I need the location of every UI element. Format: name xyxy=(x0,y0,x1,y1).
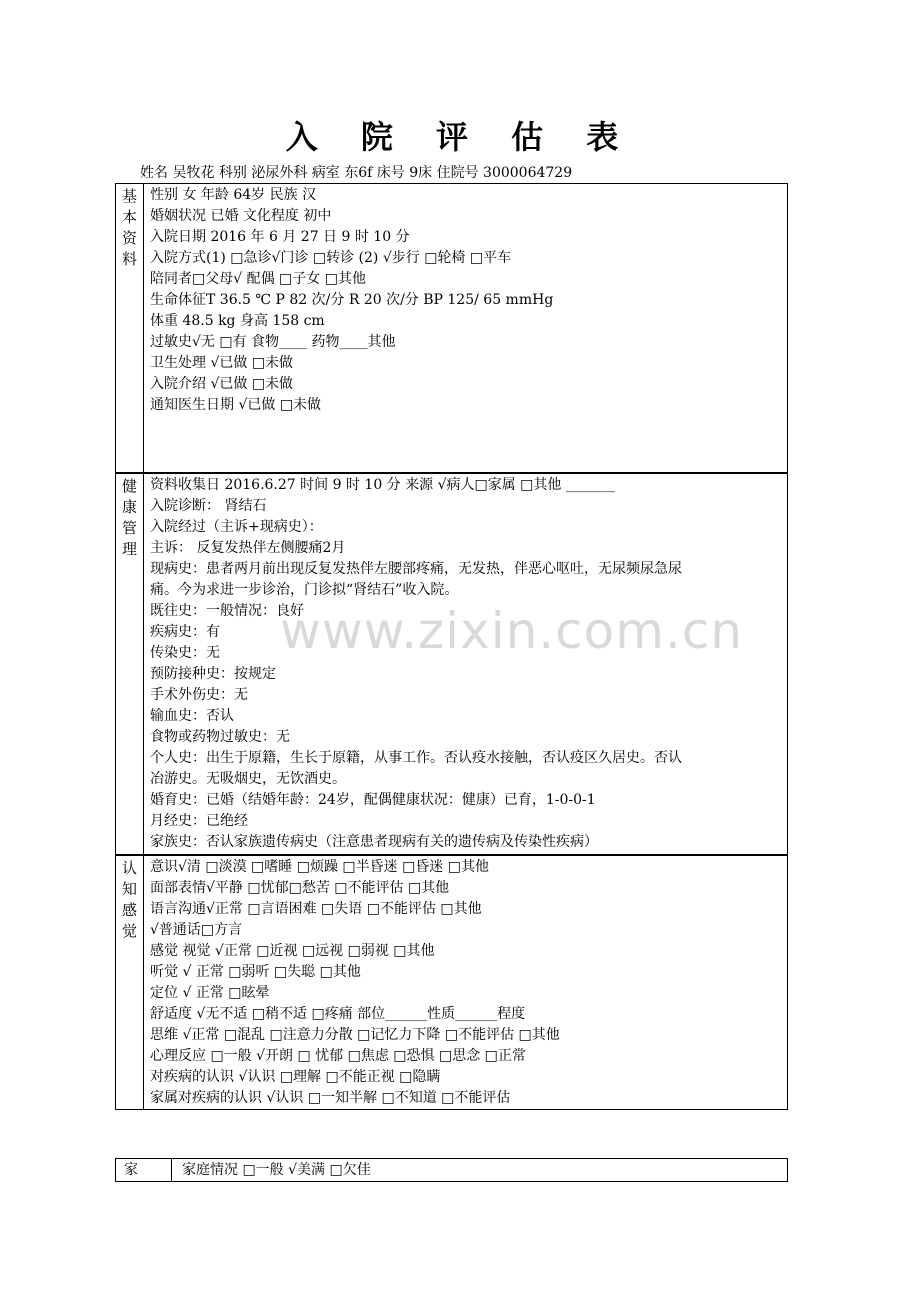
basic-line: 入院方式(1) □急诊√门诊 □转诊 (2) √步行 □轮椅 □平车 xyxy=(150,250,512,266)
health-line: 月经史：已绝经 xyxy=(150,813,248,829)
health-line: 婚育史：已婚（结婚年龄：24岁，配偶健康状况：健康）已育，1-0-0-1 xyxy=(150,792,596,808)
health-line: 冶游史。无吸烟史，无饮酒史。 xyxy=(150,771,346,787)
section-label: 认知感觉 xyxy=(116,856,144,1109)
basic-line: 生命体征T 36.5 ℃ P 82 次/分 R 20 次/分 BP 125/ 65 mmHg xyxy=(150,292,554,308)
cognition-line: 定位 √ 正常 □眩晕 xyxy=(150,985,270,1001)
cognition-line: 对疾病的认识 √认识 □理解 □不能正视 □隐瞒 xyxy=(150,1069,441,1085)
cognition-line: 感觉 视觉 √正常 □近视 □远视 □弱视 □其他 xyxy=(150,943,435,959)
cognition-line: 语言沟通√正常 □言语困难 □失语 □不能评估 □其他 xyxy=(150,901,482,917)
section-family xyxy=(115,1158,788,1182)
health-line: 输血史：否认 xyxy=(150,708,234,724)
section-health xyxy=(115,473,788,855)
health-line: 传染史：无 xyxy=(150,645,220,661)
basic-line: 卫生处理 √已做 □未做 xyxy=(150,355,294,371)
basic-line: 婚姻状况 已婚 文化程度 初中 xyxy=(150,208,332,224)
cognition-line: √普通话□方言 xyxy=(150,922,243,938)
cognition-line: 面部表情√平静 □忧郁□愁苦 □不能评估 □其他 xyxy=(150,880,450,896)
health-line: 疾病史：有 xyxy=(150,624,220,640)
health-line: 食物或药物过敏史：无 xyxy=(150,729,290,745)
patient-header: 姓名 吴牧花 科别 泌尿外科 病室 东6f 床号 9床 住院号 3000064729 xyxy=(140,165,573,181)
basic-line: 入院介绍 √已做 □未做 xyxy=(150,376,294,392)
basic-line: 通知医生日期 √已做 □未做 xyxy=(150,397,322,413)
cognition-line: 心理反应 □一般 √开朗 □ 忧郁 □焦虑 □恐惧 □思念 □正常 xyxy=(150,1048,526,1064)
health-line: 个人史：出生于原籍，生长于原籍，从事工作。否认疫水接触，否认疫区久居史。否认 xyxy=(150,750,682,766)
form-title: 入 院 评 估 表 xyxy=(285,118,635,156)
health-line: 现病史：患者两月前出现反复发热伴左腰部疼痛，无发热，伴恶心呕吐，无尿频尿急尿 xyxy=(150,561,682,577)
basic-line: 性别 女 年龄 64岁 民族 汉 xyxy=(150,187,317,203)
basic-line: 体重 48.5 kg 身高 158 cm xyxy=(150,313,325,329)
section-label: 健康管理 xyxy=(116,474,144,854)
section-basic xyxy=(115,183,788,473)
health-line: 既往史：一般情况：良好 xyxy=(150,603,304,619)
basic-line: 入院日期 2016 年 6 月 27 日 9 时 10 分 xyxy=(150,229,410,245)
cognition-line: 意识√清 □淡漠 □嗜睡 □烦躁 □半昏迷 □昏迷 □其他 xyxy=(150,859,489,875)
health-line: 入院诊断： 肾结石 xyxy=(150,498,267,514)
section-cognition xyxy=(115,855,788,1110)
cognition-line: 舒适度 √无不适 □稍不适 □疼痛 部位______性质______程度 xyxy=(150,1006,526,1022)
section-label: 家 xyxy=(116,1159,172,1181)
watermark: www.zixin.com.cn xyxy=(280,602,744,660)
cognition-line: 听觉 √ 正常 □弱听 □失聪 □其他 xyxy=(150,964,361,980)
section-label: 基本资料 xyxy=(116,184,144,472)
health-line: 痛。今为求进一步诊治，门诊拟“肾结石”收入院。 xyxy=(150,582,459,598)
basic-line: 过敏史√无 □有 食物____ 药物____其他 xyxy=(150,334,396,350)
health-line: 手术外伤史：无 xyxy=(150,687,248,703)
health-line: 入院经过（主诉+现病史）： xyxy=(150,519,323,535)
cognition-line: 思维 √正常 □混乱 □注意力分散 □记忆力下降 □不能评估 □其他 xyxy=(150,1027,560,1043)
health-line: 家族史：否认家族遗传病史（注意患者现病有关的遗传病及传染性疾病） xyxy=(150,834,598,850)
health-line: 主诉： 反复发热伴左侧腰痛2月 xyxy=(150,540,346,556)
health-line: 预防接种史：按规定 xyxy=(150,666,276,682)
family-status-line: 家庭情况 □一般 √美满 □欠佳 xyxy=(182,1162,371,1178)
cognition-line: 家属对疾病的认识 √认识 □一知半解 □不知道 □不能评估 xyxy=(150,1090,511,1106)
basic-line: 陪同者□父母√ 配偶 □子女 □其他 xyxy=(150,271,366,287)
health-line: 资料收集日 2016.6.27 时间 9 时 10 分 来源 √病人□家属 □其他 _______ xyxy=(150,477,615,493)
